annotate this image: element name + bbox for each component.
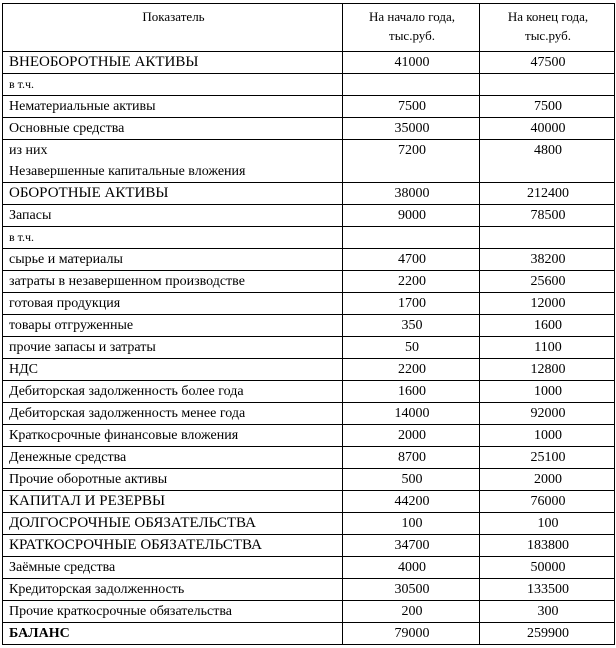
- row-label: прочие запасы и затраты: [3, 337, 343, 359]
- row-end-value: 50000: [480, 557, 615, 579]
- row-start-value: 200: [343, 601, 480, 623]
- row-start-value: 1600: [343, 381, 480, 403]
- row-end-value: 7500: [480, 96, 615, 118]
- header-start-line2: тыс.руб.: [389, 28, 435, 43]
- row-start-value: 44200: [343, 491, 480, 513]
- row-start-value: 4700: [343, 249, 480, 271]
- table-row: [3, 271, 615, 293]
- row-start-value: 79000: [343, 623, 480, 645]
- row-end-value: 183800: [480, 535, 615, 557]
- row-start-value: 2000: [343, 425, 480, 447]
- row-end-value: 1000: [480, 381, 615, 403]
- row-end-value: 100: [480, 513, 615, 535]
- row-start-value: 30500: [343, 579, 480, 601]
- table-row: [3, 601, 615, 623]
- row-label: сырье и материалы: [3, 249, 343, 271]
- table-row: [3, 359, 615, 381]
- row-start-value: 50: [343, 337, 480, 359]
- table-row: [3, 52, 615, 74]
- row-start-value: 9000: [343, 205, 480, 227]
- row-start-value: 7500: [343, 96, 480, 118]
- table-row: [3, 205, 615, 227]
- row-start-value: 1700: [343, 293, 480, 315]
- table-row: [3, 469, 615, 491]
- row-start-value: 14000: [343, 403, 480, 425]
- table-row: [3, 96, 615, 118]
- row-start-value: 100: [343, 513, 480, 535]
- table-row: [3, 447, 615, 469]
- table-row: [3, 315, 615, 337]
- row-label: в т.ч.: [3, 74, 343, 96]
- row-end-value: 38200: [480, 249, 615, 271]
- row-label: Запасы: [3, 205, 343, 227]
- table-row: [3, 118, 615, 140]
- row-start-value: [343, 227, 480, 249]
- row-end-value: 259900: [480, 623, 615, 645]
- row-label: готовая продукция: [3, 293, 343, 315]
- row-label: КАПИТАЛ И РЕЗЕРВЫ: [3, 491, 343, 513]
- row-label: Краткосрочные финансовые вложения: [3, 425, 343, 447]
- row-label: ВНЕОБОРОТНЫЕ АКТИВЫ: [3, 52, 343, 74]
- row-start-value: 2200: [343, 359, 480, 381]
- row-label-total: БАЛАНС: [3, 623, 343, 645]
- row-label: в т.ч.: [3, 227, 343, 249]
- table-header-row: [3, 4, 615, 52]
- row-end-value: 1600: [480, 315, 615, 337]
- row-start-value: 35000: [343, 118, 480, 140]
- row-end-value: 1100: [480, 337, 615, 359]
- row-start-value: 2200: [343, 271, 480, 293]
- row-end-value: 1000: [480, 425, 615, 447]
- table-row: [3, 403, 615, 425]
- header-end-of-year: [480, 4, 615, 52]
- row-start-value: [343, 74, 480, 96]
- row-start-value: 8700: [343, 447, 480, 469]
- row-end-value: 25600: [480, 271, 615, 293]
- row-end-value: 133500: [480, 579, 615, 601]
- row-end-value: 212400: [480, 183, 615, 205]
- header-indicator: Показатель: [3, 4, 343, 52]
- row-label: НДС: [3, 359, 343, 381]
- row-start-value: 38000: [343, 183, 480, 205]
- row-label: затраты в незавершенном производстве: [3, 271, 343, 293]
- row-start-value: 7200: [343, 140, 480, 183]
- table-row: [3, 140, 615, 183]
- row-end-value: 12800: [480, 359, 615, 381]
- row-end-value: 47500: [480, 52, 615, 74]
- row-end-value: 2000: [480, 469, 615, 491]
- row-label: [3, 140, 343, 183]
- row-start-value: 500: [343, 469, 480, 491]
- table-row: [3, 227, 615, 249]
- row-end-value: 76000: [480, 491, 615, 513]
- row-label-line1: из них: [9, 143, 48, 158]
- table-row: [3, 535, 615, 557]
- row-label: Нематериальные активы: [3, 96, 343, 118]
- table-row-total: [3, 623, 615, 645]
- row-label: КРАТКОСРОЧНЫЕ ОБЯЗАТЕЛЬСТВА: [3, 535, 343, 557]
- row-end-value: 78500: [480, 205, 615, 227]
- table-row: [3, 337, 615, 359]
- table-row: [3, 249, 615, 271]
- table-row: [3, 293, 615, 315]
- header-start-line1: На начало года,: [368, 9, 456, 24]
- row-label: Прочие краткосрочные обязательства: [3, 601, 343, 623]
- row-end-value: 12000: [480, 293, 615, 315]
- row-label-line2: Незавершенные капитальные вложения: [9, 164, 246, 179]
- row-end-value: [480, 74, 615, 96]
- table-row: [3, 491, 615, 513]
- table-row: [3, 579, 615, 601]
- table-row: [3, 557, 615, 579]
- row-label: товары отгруженные: [3, 315, 343, 337]
- row-label: Заёмные средства: [3, 557, 343, 579]
- row-label: ДОЛГОСРОЧНЫЕ ОБЯЗАТЕЛЬСТВА: [3, 513, 343, 535]
- header-end-line1: На конец года,: [507, 9, 589, 24]
- table-row: [3, 425, 615, 447]
- row-label: Прочие оборотные активы: [3, 469, 343, 491]
- row-label: ОБОРОТНЫЕ АКТИВЫ: [3, 183, 343, 205]
- header-start-of-year: [343, 4, 480, 52]
- row-end-value: [480, 227, 615, 249]
- table-row: [3, 74, 615, 96]
- row-start-value: 4000: [343, 557, 480, 579]
- table-row: [3, 183, 615, 205]
- row-label: Денежные средства: [3, 447, 343, 469]
- header-end-line2: тыс.руб.: [525, 28, 571, 43]
- table-row: [3, 381, 615, 403]
- row-label: Дебиторская задолженность менее года: [3, 403, 343, 425]
- row-start-value: 41000: [343, 52, 480, 74]
- row-start-value: 350: [343, 315, 480, 337]
- row-end-value: 25100: [480, 447, 615, 469]
- row-end-value: 92000: [480, 403, 615, 425]
- row-end-value: 4800: [480, 140, 615, 183]
- row-start-value: 34700: [343, 535, 480, 557]
- balance-table: [2, 3, 615, 645]
- row-end-value: 40000: [480, 118, 615, 140]
- table-row: [3, 513, 615, 535]
- row-label: Основные средства: [3, 118, 343, 140]
- row-label: Дебиторская задолженность более года: [3, 381, 343, 403]
- row-label: Кредиторская задолженность: [3, 579, 343, 601]
- row-end-value: 300: [480, 601, 615, 623]
